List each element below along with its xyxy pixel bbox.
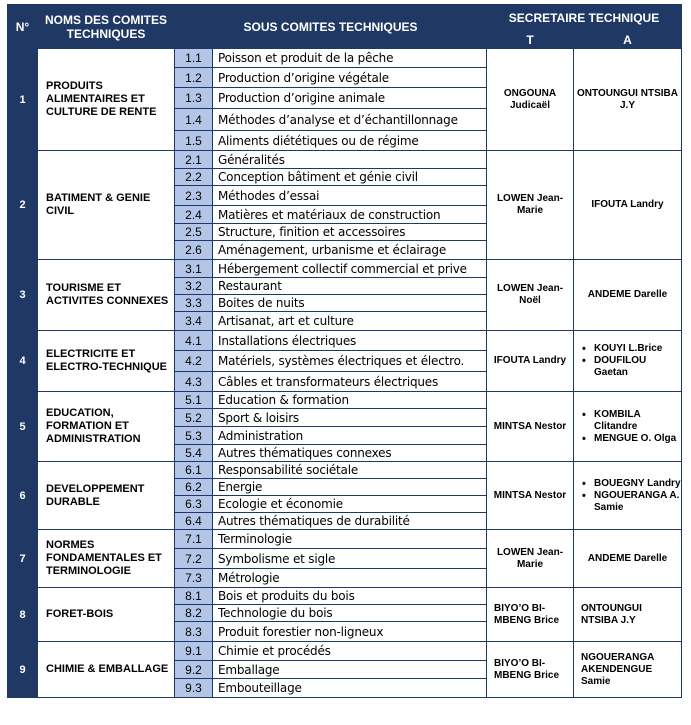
- sub-committee-code: 8.3: [175, 622, 213, 642]
- sub-committee-label: Aliments diététiques ou de régime: [213, 131, 487, 151]
- sub-committee-code: 3.2: [175, 278, 213, 295]
- secretary-a-item: • KOMBILA Clitandre: [582, 409, 681, 433]
- secretary-t: MINTSA Nestor: [487, 392, 574, 462]
- committee-number: 1: [8, 49, 38, 151]
- sub-committee-code: 6.3: [175, 496, 213, 513]
- committee-name: NORMES FONDAMENTALES ET TERMINOLOGIE: [38, 530, 175, 588]
- sub-committee-code: 2.6: [175, 241, 213, 260]
- committee-name: ELECTRICITE ET ELECTRO-TECHNIQUE: [38, 331, 175, 392]
- secretary-t: LOWEN Jean-Marie: [487, 151, 574, 260]
- sub-committee-label: Production d’origine animale: [213, 88, 487, 109]
- committee-number: 8: [8, 588, 38, 642]
- committee-name: FORET-BOIS: [38, 588, 175, 642]
- sub-committee-code: 1.4: [175, 109, 213, 131]
- sub-committee-label: Energie: [213, 479, 487, 496]
- sub-committee-label: Matières et matériaux de construction: [213, 206, 487, 224]
- sub-committee-code: 2.4: [175, 206, 213, 224]
- sub-committee-code: 5.3: [175, 427, 213, 445]
- sub-committee-code: 7.2: [175, 549, 213, 569]
- sub-committee-code: 6.2: [175, 479, 213, 496]
- secretary-t: BIYO’O BI-MBENG Brice: [487, 588, 574, 642]
- sub-committee-label: Technologie du bois: [213, 605, 487, 622]
- sub-committee-label: Symbolisme et sigle: [213, 549, 487, 569]
- sub-committee-label: Produit forestier non-ligneux: [213, 622, 487, 642]
- secretary-a: IFOUTA Landry: [574, 151, 682, 260]
- secretary-t: LOWEN Jean-Marie: [487, 530, 574, 588]
- sub-committee-code: 7.3: [175, 569, 213, 588]
- sub-committee-label: Matériels, systèmes électriques et électro.: [213, 351, 487, 372]
- sub-committee-label: Bois et produits du bois: [213, 588, 487, 605]
- sub-committee-label: Câbles et transformateurs électriques: [213, 372, 487, 392]
- secretary-a: [574, 331, 682, 392]
- sub-committee-code: 6.1: [175, 462, 213, 479]
- sub-committee-label: Conception bâtiment et génie civil: [213, 169, 487, 186]
- secretary-a: [574, 462, 682, 530]
- header-sub-committees: SOUS COMITES TECHNIQUES: [175, 5, 487, 49]
- sub-committee-code: 5.1: [175, 392, 213, 409]
- secretary-t: MINTSA Nestor: [487, 462, 574, 530]
- sub-committee-code: 2.3: [175, 186, 213, 206]
- table-row: [8, 588, 682, 605]
- committee-name: TOURISME ET ACTIVITES CONNEXES: [38, 260, 175, 331]
- sub-committee-code: 2.2: [175, 169, 213, 186]
- sub-committee-label: Sport & loisirs: [213, 409, 487, 427]
- sub-committee-label: Emballage: [213, 661, 487, 679]
- sub-committee-code: 4.1: [175, 331, 213, 351]
- committee-name: EDUCATION, FORMATION ET ADMINISTRATION: [38, 392, 175, 462]
- sub-committee-code: 9.2: [175, 661, 213, 679]
- table-row: [8, 392, 682, 409]
- sub-committee-code: 5.4: [175, 445, 213, 462]
- table-row: [8, 462, 682, 479]
- sub-committee-label: Méthodes d’analyse et d’échantillonnage: [213, 109, 487, 131]
- secretary-t: BIYO’O BI-MBENG Brice: [487, 642, 574, 698]
- committees-table: [7, 4, 682, 698]
- table-row: [8, 642, 682, 661]
- committee-number: 4: [8, 331, 38, 392]
- table-row: [8, 530, 682, 549]
- secretary-a-item: • DOUFILOU Gaetan: [582, 355, 681, 379]
- table-row: [8, 49, 682, 68]
- secretary-t: ONGOUNA Judicaël: [487, 49, 574, 151]
- header-committee-names: NOMS DES COMITES TECHNIQUES: [38, 5, 175, 49]
- sub-committee-code: 1.2: [175, 68, 213, 88]
- secretary-a-list: [574, 343, 681, 379]
- table-row: [8, 151, 682, 169]
- sub-committee-label: Autres thématiques connexes: [213, 445, 487, 462]
- secretary-a-list: [574, 409, 681, 445]
- sub-committee-code: 1.1: [175, 49, 213, 68]
- sub-committee-code: 3.1: [175, 260, 213, 278]
- committee-name: BATIMENT & GENIE CIVIL: [38, 151, 175, 260]
- sub-committee-label: Responsabilité sociétale: [213, 462, 487, 479]
- committees-body: [8, 49, 682, 698]
- sub-committee-label: Embouteillage: [213, 679, 487, 698]
- sub-committee-label: Production d’origine végétale: [213, 68, 487, 88]
- committee-name: PRODUITS ALIMENTAIRES ET CULTURE DE RENTE: [38, 49, 175, 151]
- sub-committee-label: Méthodes d’essai: [213, 186, 487, 206]
- secretary-a: ONTOUNGUI NTSIBA J.Y: [574, 588, 682, 642]
- sub-committee-code: 2.5: [175, 224, 213, 241]
- sub-committee-label: Généralités: [213, 151, 487, 169]
- sub-committee-code: 2.1: [175, 151, 213, 169]
- sub-committee-code: 1.3: [175, 88, 213, 109]
- sub-committee-code: 1.5: [175, 131, 213, 151]
- sub-committee-code: 6.4: [175, 513, 213, 530]
- sub-committee-code: 9.3: [175, 679, 213, 698]
- sub-committee-label: Chimie et procédés: [213, 642, 487, 661]
- committee-number: 2: [8, 151, 38, 260]
- sub-committee-label: Poisson et produit de la pêche: [213, 49, 487, 68]
- header-a: A: [574, 31, 682, 49]
- committee-number: 9: [8, 642, 38, 698]
- committee-number: 7: [8, 530, 38, 588]
- sub-committee-label: Ecologie et économie: [213, 496, 487, 513]
- secretary-a: NGOUERANGA AKENDENGUE Samie: [574, 642, 682, 698]
- sub-committee-label: Structure, finition et accessoires: [213, 224, 487, 241]
- secretary-a-item: • KOUYI L.Brice: [582, 343, 681, 355]
- sub-committee-label: Hébergement collectif commercial et prive: [213, 260, 487, 278]
- committee-name: DEVELOPPEMENT DURABLE: [38, 462, 175, 530]
- committee-name: CHIMIE & EMBALLAGE: [38, 642, 175, 698]
- secretary-a-item: • BOUEGNY Landry: [582, 478, 681, 490]
- secretary-t: LOWEN Jean-Noël: [487, 260, 574, 331]
- sub-committee-code: 3.3: [175, 295, 213, 312]
- table-row: [8, 260, 682, 278]
- secretary-a-list: [574, 478, 681, 514]
- sub-committee-code: 8.2: [175, 605, 213, 622]
- committee-number: 5: [8, 392, 38, 462]
- secretary-t: IFOUTA Landry: [487, 331, 574, 392]
- sub-committee-code: 7.1: [175, 530, 213, 549]
- committee-number: 3: [8, 260, 38, 331]
- secretary-a: ONTOUNGUI NTSIBA J.Y: [574, 49, 682, 151]
- sub-committee-label: Education & formation: [213, 392, 487, 409]
- secretary-a: ANDEME Darelle: [574, 530, 682, 588]
- sub-committee-label: Artisanat, art et culture: [213, 312, 487, 331]
- sub-committee-label: Installations électriques: [213, 331, 487, 351]
- sub-committee-label: Aménagement, urbanisme et éclairage: [213, 241, 487, 260]
- sub-committee-code: 8.1: [175, 588, 213, 605]
- sub-committee-label: Terminologie: [213, 530, 487, 549]
- sub-committee-code: 9.1: [175, 642, 213, 661]
- secretary-a: ANDEME Darelle: [574, 260, 682, 331]
- secretary-a-item: • MENGUE O. Olga: [582, 433, 681, 445]
- sub-committee-code: 3.4: [175, 312, 213, 331]
- header-num: N°: [8, 5, 38, 49]
- secretary-a-item: • NGOUERANGA A. Samie: [582, 490, 681, 514]
- table-row: [8, 331, 682, 351]
- sub-committee-code: 5.2: [175, 409, 213, 427]
- header-t: T: [487, 31, 574, 49]
- sub-committee-label: Administration: [213, 427, 487, 445]
- header-technical-secretary: SECRETAIRE TECHNIQUE: [487, 5, 682, 31]
- sub-committee-label: Autres thématiques de durabilité: [213, 513, 487, 530]
- committee-number: 6: [8, 462, 38, 530]
- secretary-a: [574, 392, 682, 462]
- sub-committee-code: 4.2: [175, 351, 213, 372]
- sub-committee-label: Restaurant: [213, 278, 487, 295]
- sub-committee-label: Boites de nuits: [213, 295, 487, 312]
- sub-committee-label: Métrologie: [213, 569, 487, 588]
- sub-committee-code: 4.3: [175, 372, 213, 392]
